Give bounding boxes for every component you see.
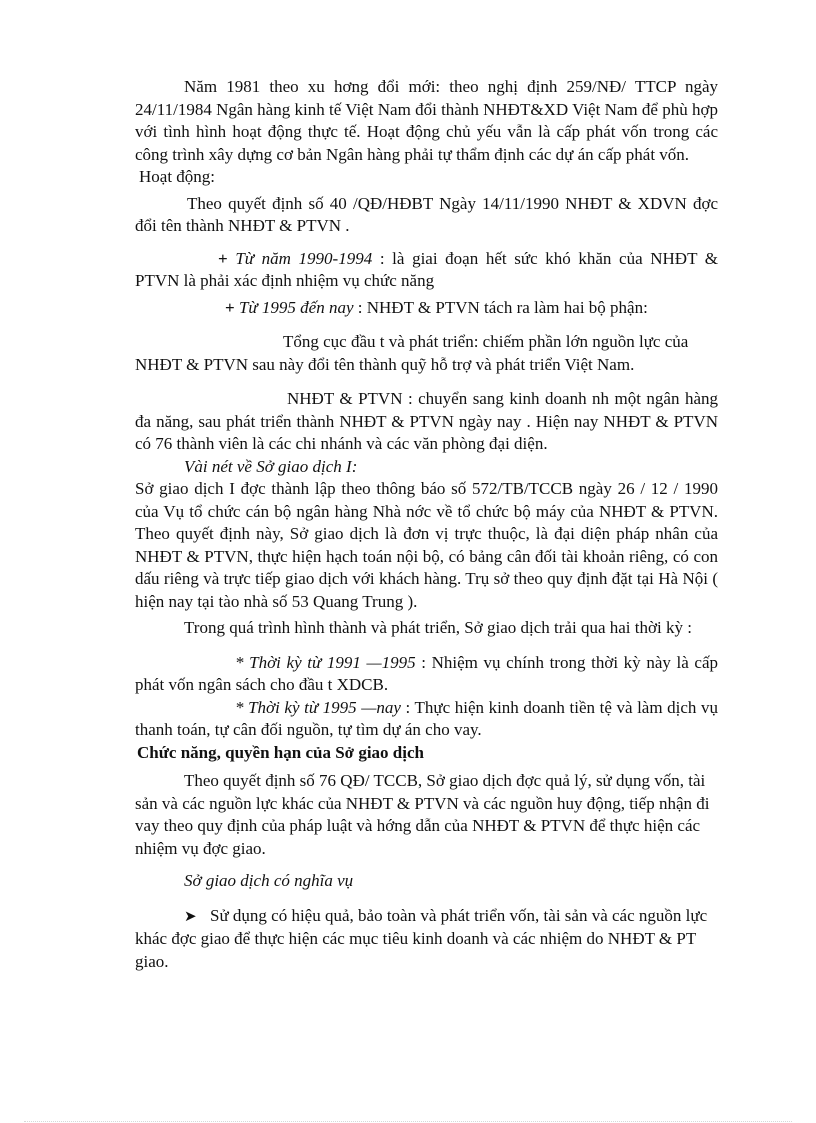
period-text: : NHĐT & PTVN tách ra làm hai bộ phận: <box>353 297 648 317</box>
paragraph-tong-cuc: Tổng cục đầu t và phát triển: chiếm phần lớn nguồn lực của NHĐT & PTVN sau này đổi tên thành quỹ hỗ trợ và phát triển Việt Nam. <box>135 332 689 374</box>
subheading-nghia-vu: Sở giao dịch có nghĩa vụ <box>184 871 354 890</box>
arrow-bullet-icon: ➤ <box>184 908 197 925</box>
period-text: : Thực hiện kinh doanh tiền tệ và làm dịch vụ thanh toán, tự cân đối nguồn, tự tìm dự án cho vay. <box>135 697 718 739</box>
paragraph-decision-40: Theo quyết định số 40 /QĐ/HĐBT Ngày 14/11/1990 NHĐT & XDVN đợc đổi tên thành NHĐT & PTVN . <box>135 193 718 235</box>
period-1991-1995 <box>135 652 718 697</box>
period-label: Từ 1995 đến nay <box>238 297 354 317</box>
document-page <box>135 76 718 973</box>
page-bottom-border <box>24 1121 792 1122</box>
plus-bullet-icon: + <box>218 248 228 268</box>
subheading-so-giao-dich: Vài nét về Sở giao dịch I: <box>184 456 358 476</box>
period-text: : là giai đoạn hết sức khó khăn của NHĐT & PTVN là phải xác định nhiệm vụ chức năng <box>135 248 718 290</box>
period-1995-now <box>135 297 718 320</box>
paragraph-history-1981: Năm 1981 theo xu hơng đổi mới: theo nghị định 259/NĐ/ TTCP ngày 24/11/1984 Ngân hàng kinh tế Việt Nam đổi thành NHĐT&XD Việt Nam để phù hợp với tình hình hoạt động thực tế. Hoạt động chủ yếu vẫn là cấp phát vốn trong các công trình xây dựng cơ bản Ngân hàng phải tự thẩm định các dự án cấp phát vốn. <box>135 77 718 164</box>
period-1995-nay <box>135 697 718 742</box>
period-label: Từ năm 1990-1994 <box>235 248 373 268</box>
heading-chuc-nang: Chức năng, quyền hạn của Sở giao dịch <box>137 742 424 762</box>
paragraph-decision-76: Theo quyết định số 76 QĐ/ TCCB, Sở giao dịch đợc quả lý, sử dụng vốn, tài sản và các nguồn lực khác của NHĐT & PTVN và các nguồn huy động, tiếp nhận đi vay theo quy định của pháp luật và hớng dẫn của NHĐT & PTVN để thực hiện các nhiệm vụ đợc giao. <box>135 771 710 858</box>
period-text: : Nhiệm vụ chính trong thời kỳ này là cấp phát vốn ngân sách cho đầu t XDCB. <box>135 652 718 694</box>
paragraph-so-giao-dich: Sở giao dịch I đợc thành lập theo thông báo số 572/TB/TCCB ngày 26 / 12 / 1990 của Vụ tổ chức cán bộ ngân hàng Nhà nớc về tổ chức bộ máy của NHĐT & PTVN. Theo quyết định này, Sở giao dịch là đơn vị trực thuộc, là đại diện pháp nhân của NHĐT & PTVN, thực hiện hạch toán nội bộ, có bảng cân đối tài khoản riêng, có con dấu riêng và trực tiếp giao dịch với khách hàng. Trụ sở theo quy định đặt tại Hà Nội ( hiện nay tại tào nhà số 53 Quang Trung ). <box>135 479 718 611</box>
label-hoat-dong: Hoạt động: <box>139 167 216 186</box>
period-1990-1994 <box>135 248 718 293</box>
bullet-item-1 <box>135 905 718 974</box>
paragraph-qua-trinh: Trong quá trình hình thành và phát triển, Sở giao dịch trải qua hai thời kỳ : <box>184 618 692 637</box>
bullet-text: Sử dụng có hiệu quả, bảo toàn và phát triển vốn, tài sản và các nguồn lực khác đợc giao để thực hiện các mục tiêu kinh doanh và các nhiệm do NHĐT & PT giao. <box>135 905 708 971</box>
period-label: * Thời kỳ từ 1991 —1995 <box>235 652 416 672</box>
plus-bullet-icon: + <box>225 297 235 317</box>
paragraph-nhdt-ptvn: NHĐT & PTVN : chuyển sang kinh doanh nh một ngân hàng đa năng, sau phát triển thành NHĐT & PTVN ngày nay . Hiện nay NHĐT & PTVN có 76 thành viên là các chi nhánh và các văn phòng đại diện. <box>135 389 718 453</box>
period-label: * Thời kỳ từ 1995 —nay <box>235 697 401 717</box>
